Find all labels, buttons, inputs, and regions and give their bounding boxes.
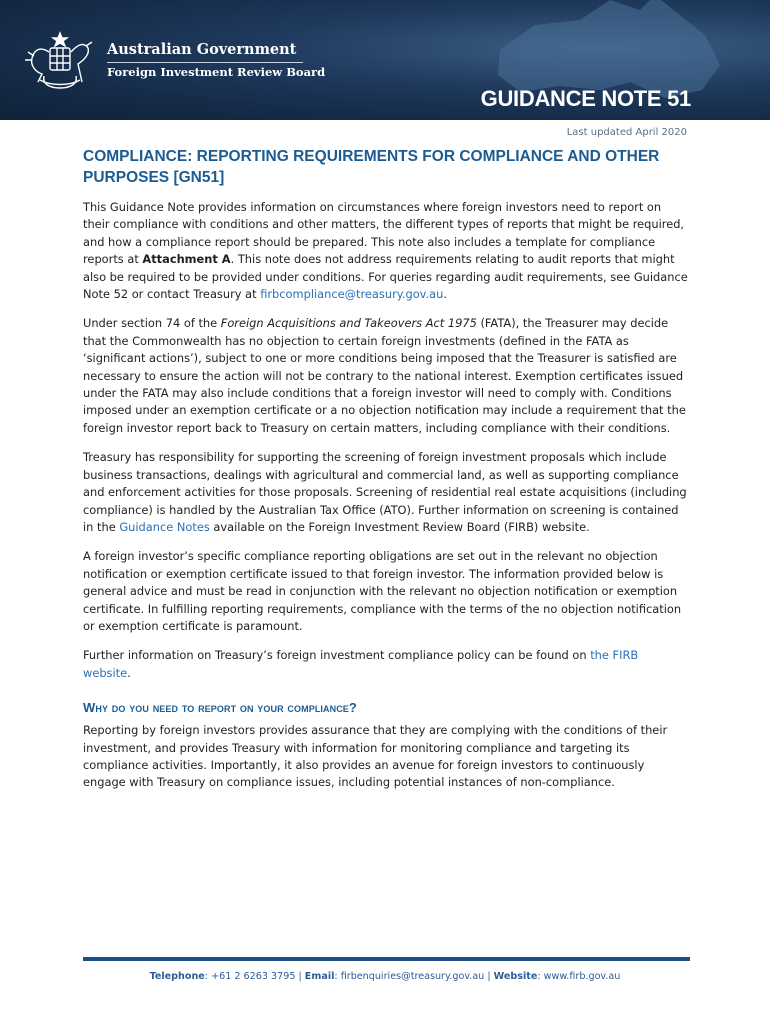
paragraph-obligations: A foreign investor’s specific compliance reporting obligations are set out in the relevant no objection notification or exemption certificate issued to that foreign investor. The information provided below is general advice and must be read in conjunction with the relevant no objection notification or exemption certificate. In fulfilling reporting requirements, compliance with the terms of the no objection notification or exemption certificate is paramount. <box>83 549 682 633</box>
guidance-note-title: GUIDANCE NOTE 51 <box>480 86 691 111</box>
website-link[interactable]: www.firb.gov.au <box>543 971 621 982</box>
compliance-email-link[interactable]: firbcompliance@treasury.gov.au <box>260 287 444 302</box>
paragraph-text: . <box>443 287 447 302</box>
australia-map-graphic <box>440 0 740 100</box>
government-name: Australian Government <box>107 41 297 58</box>
paragraph-further-info <box>83 647 688 682</box>
phone-number[interactable]: +61 2 6263 3795 <box>211 971 296 982</box>
footer-contacts: Telephone: +61 2 6263 3795 | Email: firbenquiries@treasury.gov.au | Website: www.firb.gov.au <box>149 971 621 982</box>
document-body <box>83 146 688 804</box>
paragraph-text: Under section 74 of the <box>83 316 221 331</box>
coat-of-arms-icon <box>20 30 100 92</box>
header-banner <box>0 0 770 120</box>
paragraph-fata <box>83 315 688 437</box>
website-label: Website <box>493 971 538 982</box>
last-updated: Last updated April 2020 <box>566 127 687 138</box>
paragraph-text: Treasury has responsibility for supporting the screening of foreign investment proposals which include business transactions, dealings with agricultural and commercial land, as well as supporting compliance and enforcement activities for those proposals. Screening of residential real estate acquisitions (including compliance) is handled by the Australian Tax Office (ATO). Further information on screening is contained in the <box>83 450 687 534</box>
email-label: Email <box>304 971 335 982</box>
phone-label: Telephone <box>149 971 205 982</box>
footer-divider <box>83 957 690 961</box>
act-title: Foreign Acquisitions and Takeovers Act 1975 <box>220 316 477 331</box>
guidance-notes-link[interactable]: Guidance Notes <box>119 519 210 534</box>
paragraph-text: (FATA), the Treasurer may decide that the Commonwealth has no objection to certain foreign investments (defined in the FATA as ‘significant actions’), subject to one or more conditions being imposed that the Treasurer is satisfied are necessary to ensure the action will not be contrary to the national interest. Exemption certificates issued under the FATA may also include conditions that a foreign investor will need to comply with. Conditions imposed under an exemption certificate or a no objection notification may include a requirement that the foreign investor report back to Treasury on certain matters, including compliance with their conditions. <box>83 316 686 435</box>
header-divider <box>107 62 303 63</box>
paragraph-treasury <box>83 449 688 536</box>
separator: | <box>487 971 491 982</box>
paragraph-text: This Guidance Note provides information on circumstances where foreign investors need to report on their compliance with conditions and other matters, the different types of reports that might be required, and how a compliance report should be prepared. This note also includes a template for compliance reports at <box>83 200 685 267</box>
document-title: COMPLIANCE: REPORTING REQUIREMENTS FOR COMPLIANCE AND OTHER PURPOSES [GN51] <box>83 148 660 186</box>
paragraph-text: . This note does not address requirements relating to audit reports that might also be required to be provided under conditions. For queries regarding audit requirements, see Guidance Note 52 or contact Treasury at <box>83 252 688 302</box>
section-heading: Why do you need to report on your compliance? <box>83 700 357 716</box>
enquiries-email-link[interactable]: firbenquiries@treasury.gov.au <box>340 971 485 982</box>
paragraph-reporting: Reporting by foreign investors provides assurance that they are complying with the conditions of their investment, and provides Treasury with information for monitoring compliance and targeting its compliance activities. Importantly, it also provides an avenue for foreign investors to continuously engage with Treasury on compliance issues, including potential instances of non-compliance. <box>83 723 668 790</box>
paragraph-text: . <box>127 665 131 680</box>
paragraph-text: available on the Foreign Investment Review Board (FIRB) website. <box>209 519 590 534</box>
board-name: Foreign Investment Review Board <box>107 65 326 79</box>
paragraph-intro <box>83 199 688 303</box>
attachment-reference: Attachment A <box>142 252 231 267</box>
paragraph-text: Further information on Treasury’s foreign investment compliance policy can be found on <box>83 648 591 663</box>
separator: | <box>298 971 302 982</box>
firb-website-link[interactable]: the FIRB website <box>83 648 639 680</box>
